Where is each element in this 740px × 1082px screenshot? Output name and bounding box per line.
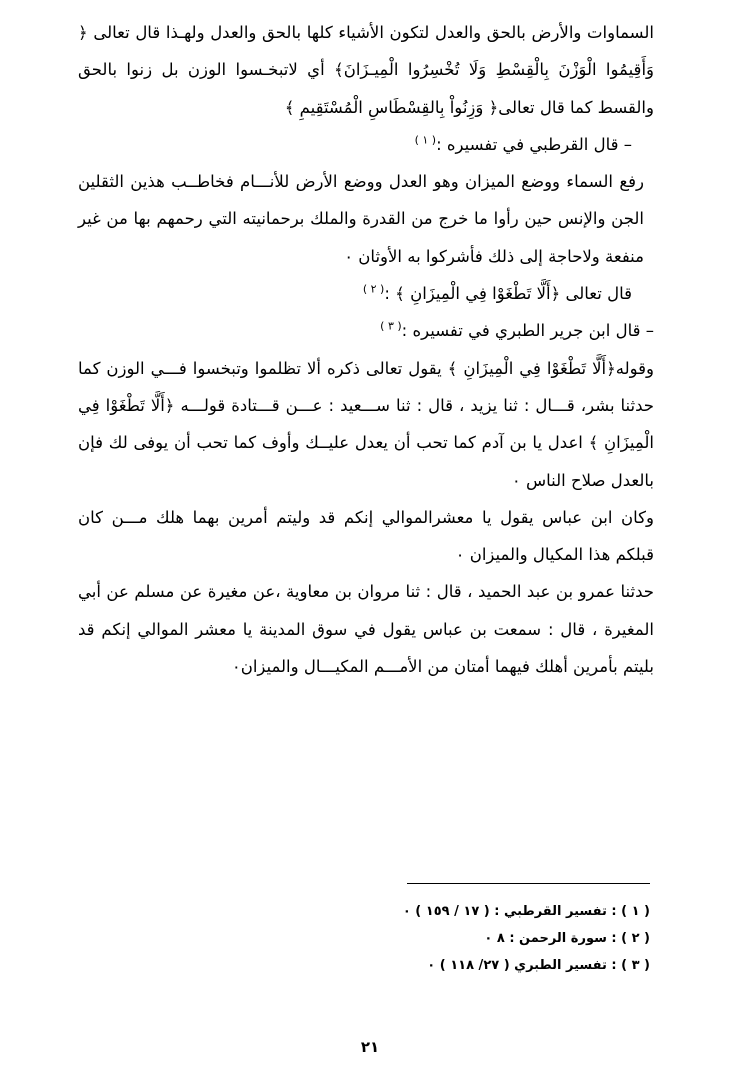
paragraph-hadith-chain: حدثنا عمرو بن عبد الحميد ، قال : ثنا مروان بن معاوية ،عن مغيرة عن مسلم عن أبي المغيرة ، قال : سمعت بن عباس يقول في سوق المدينة يا معشر الموالي إنكم قد بليتم بأمرين أهلك فيهما أمتان من الأمـــم المكيـــال والميزان٠ bbox=[78, 582, 654, 677]
paragraph-tabari-quote: وقوله﴿أَلَّا تَطْغَوْا فِي الْمِيزَانِ ﴾ يقول تعالى ذكره ألا تظلموا وتبخسوا فـــي الوزن كما حدثنا بشر، قـــال : ثنا يزيد ، قال : ثنا ســـعيد : عـــن قـــتادة قولـــه ﴿أَلَّا تَطْغَوْا فِي الْمِيزَانِ ﴾ اعدل يا بن آدم كما تحب أن يعدل عليــك وأوف كما تحب أن يوفى لك فإن بالعدل صلاح الناس ٠ bbox=[78, 358, 654, 490]
paragraph-ibn-abbas: وكان ابن عباس يقول يا معشرالموالي إنكم قد وليتم أمرين بهما هلك مـــن كان قبلكم هذا المكيال والميزان ٠ bbox=[78, 507, 654, 565]
footnote-1: ( ١ ) : تفسير القرطبي : ( ١٧ / ١٥٩ ) ٠ bbox=[402, 904, 650, 919]
tabari-heading-text: – قال ابن جرير الطبري في تفسيره : bbox=[401, 321, 654, 341]
main-text bbox=[78, 14, 654, 685]
footnotes bbox=[380, 898, 650, 979]
paragraph-tabari-heading bbox=[78, 312, 654, 349]
footnote-ref-3: ( ٣ ) bbox=[380, 319, 402, 333]
footnote-ref-2: ( ٢ ) bbox=[362, 282, 385, 296]
paragraph-mizan-intro: السماوات والأرض بالحق والعدل لتكون الأشياء كلها بالحق والعدل ولهـذا قال تعالى ﴿ وَأَقِيمُوا الْوَزْنَ بِالْقِسْطِ وَلَا تُخْسِرُوا الْمِيـزَانَ﴾ أي لاتبخـسوا الوزن بل زنوا بالحق والقسط كما قال تعالى﴿ وَزِنُواْ بِالقِسْطَاسِ الْمُسْتَقِيمِ ﴾ bbox=[78, 23, 654, 117]
page-number: ٢١ bbox=[360, 1038, 380, 1056]
verse-la-tatghaw-text: قال تعالى ﴿أَلَّا تَطْغَوْا فِي الْمِيزَانِ ﴾ : bbox=[384, 284, 632, 304]
paragraph-qurtubi-heading bbox=[78, 126, 654, 163]
footnote-divider bbox=[407, 883, 650, 884]
qurtubi-heading-text: – قال القرطبي في تفسيره : bbox=[436, 134, 632, 154]
footnote-2: ( ٢ ) : سورة الرحمن : ٨ ٠ bbox=[484, 931, 650, 946]
footnote-ref-1: ( ١ ) bbox=[414, 133, 437, 147]
footnote-3: ( ٣ ) : تفسير الطبري ( ٢٧/ ١١٨ ) ٠ bbox=[427, 958, 650, 973]
paragraph-qurtubi-quote: رفع السماء ووضع الميزان وهو العدل ووضع الأرض للأنـــام فخاطــب هذين الثقلين الجن والإنس حين رأوا ما خرج من القدرة والملك برحمانيته التي رحمهم بها من غير منفعة ولاحاجة إلى ذلك فأشركوا به الأوثان ٠ bbox=[78, 172, 644, 266]
paragraph-verse-la-tatghaw bbox=[78, 275, 654, 312]
